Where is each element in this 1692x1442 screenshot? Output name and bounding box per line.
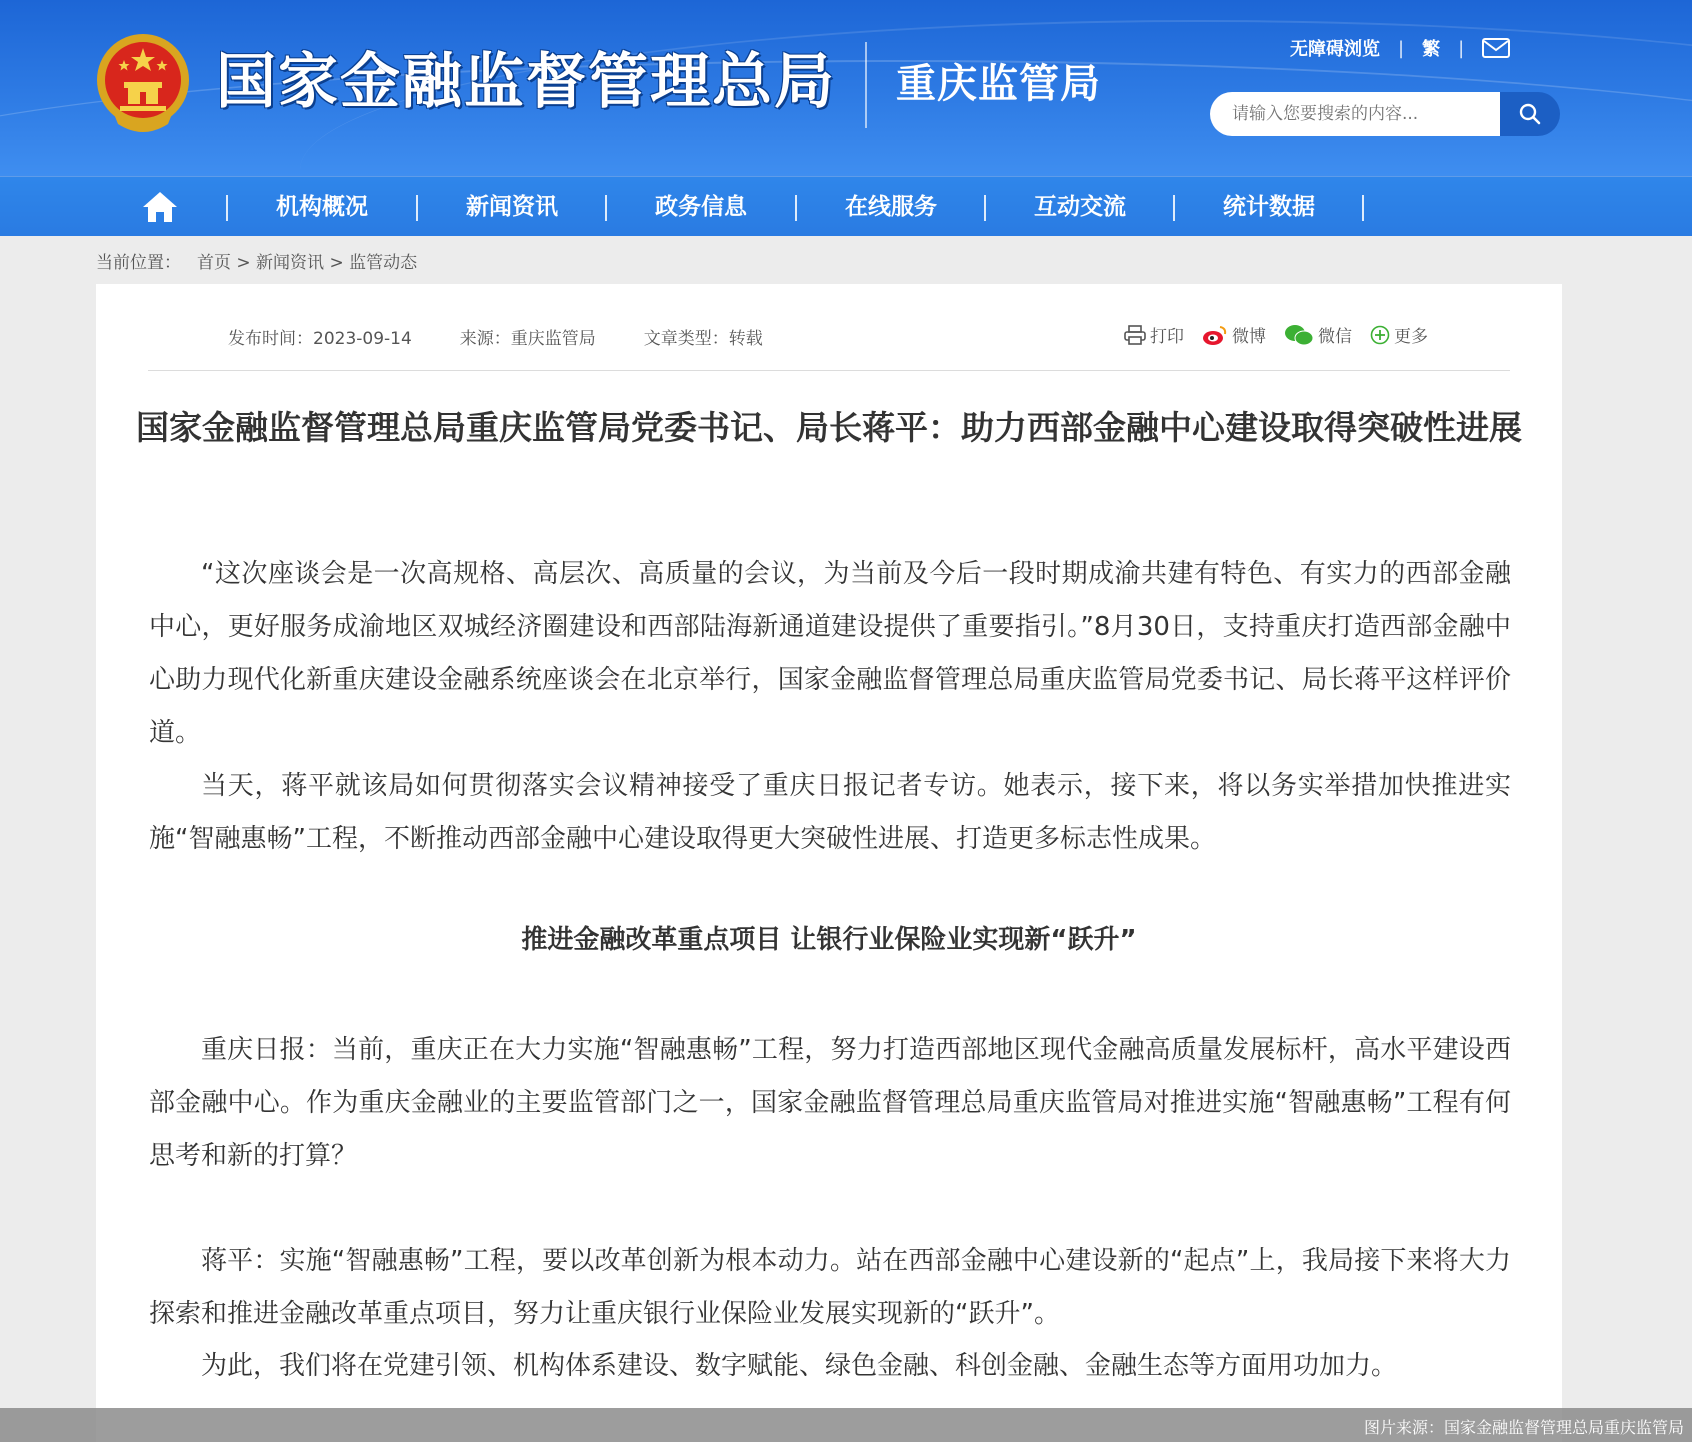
search-icon [1518, 102, 1542, 126]
nav-separator [1173, 195, 1175, 221]
more-share-button[interactable] [1370, 322, 1428, 347]
nav-separator [416, 195, 418, 221]
article-title: 国家金融监督管理总局重庆监管局党委书记、局长蒋平：助力西部金融中心建设取得突破性进展 [136, 408, 1522, 447]
article-container [96, 284, 1562, 1442]
accessibility-link[interactable]: 无障碍浏览 [1290, 39, 1380, 60]
article-type: 文章类型：转载 [643, 329, 763, 349]
nav-item-online-service[interactable]: 在线服务 [845, 194, 937, 220]
image-caption-bar [0, 1408, 1692, 1442]
title-divider [865, 42, 867, 128]
search-bar [1210, 92, 1560, 136]
nav-item-interaction[interactable]: 互动交流 [1034, 194, 1126, 220]
main-nav [0, 176, 1692, 236]
weibo-icon [1202, 324, 1228, 346]
site-header [0, 0, 1692, 176]
nav-separator [1362, 195, 1364, 221]
nav-item-gov-info[interactable]: 政务信息 [655, 194, 747, 220]
article-paragraph: 为此，我们将在党建引领、机构体系建设、数字赋能、绿色金融、科创金融、金融生态等方面用功加力。 [201, 1351, 1398, 1381]
article-paragraph: 当天，蒋平就该局如何贯彻落实会议精神接受了重庆日报记者专访。她表示，接下来，将以务实举措加快推进实施“智融惠畅”工程，不断推动西部金融中心建设取得更大突破性进展、打造更多标志性成果。 [149, 771, 1511, 854]
nav-separator [795, 195, 797, 221]
article-paragraph: “这次座谈会是一次高规格、高层次、高质量的会议，为当前及今后一段时期成渝共建有特色、有实力的西部金融中心，更好服务成渝地区双城经济圈建设和西部陆海新通道建设提供了重要指引。”8月30日，支持重庆打造西部金融中心助力现代化新重庆建设金融系统座谈会在北京举行，国家金融监督管理总局重庆监管局党委书记、局长蒋平这样评价道。 [149, 559, 1511, 748]
search-input[interactable] [1210, 92, 1500, 136]
nav-item-statistics[interactable]: 统计数据 [1223, 194, 1315, 220]
search-button[interactable] [1500, 92, 1560, 136]
link-separator: | [1458, 37, 1465, 59]
home-icon[interactable] [140, 189, 180, 225]
wechat-label: 微信 [1318, 327, 1352, 347]
weibo-share-button[interactable] [1202, 322, 1266, 347]
publish-date: 发布时间：2023-09-14 [228, 329, 412, 349]
wechat-icon [1284, 324, 1314, 346]
more-label: 更多 [1394, 327, 1428, 347]
sub-title[interactable]: 重庆监管局 [896, 61, 1101, 107]
mail-icon[interactable] [1482, 38, 1510, 58]
image-caption: 图片来源：国家金融监督管理总局重庆监管局 [1363, 1418, 1684, 1437]
breadcrumb-path[interactable]: 首页 > 新闻资讯 > 监管动态 [197, 253, 418, 273]
top-links [1290, 34, 1510, 62]
share-tools [1124, 322, 1428, 347]
plus-circle-icon [1370, 325, 1390, 345]
nav-separator [605, 195, 607, 221]
wechat-share-button[interactable] [1284, 322, 1352, 347]
print-button[interactable] [1124, 322, 1184, 347]
divider [148, 370, 1510, 371]
nav-separator [226, 195, 228, 221]
printer-icon [1124, 325, 1146, 345]
article-subheading: 推进金融改革重点项目 让银行业保险业实现新“跃升” [521, 925, 1137, 955]
nav-item-news[interactable]: 新闻资讯 [466, 194, 558, 220]
link-separator: | [1398, 37, 1405, 59]
article-paragraph: 重庆日报：当前，重庆正在大力实施“智融惠畅”工程，努力打造西部地区现代金融高质量发展标杆，高水平建设西部金融中心。作为重庆金融业的主要监管部门之一，国家金融监督管理总局重庆监管局对推进实施“智融惠畅”工程有何思考和新的打算？ [149, 1035, 1511, 1171]
site-title[interactable]: 国家金融监督管理总局 [216, 47, 836, 117]
article-meta [228, 324, 811, 349]
breadcrumb-lead: 当前位置： [96, 253, 181, 273]
nav-item-about[interactable]: 机构概况 [276, 194, 368, 220]
print-label: 打印 [1150, 327, 1184, 347]
nav-separator [984, 195, 986, 221]
article-source: 来源：重庆监管局 [459, 329, 596, 349]
national-emblem-icon[interactable] [94, 30, 192, 134]
traditional-chinese-link[interactable]: 繁 [1422, 39, 1441, 60]
breadcrumb [96, 248, 417, 273]
weibo-label: 微博 [1232, 327, 1266, 347]
article-paragraph: 蒋平：实施“智融惠畅”工程，要以改革创新为根本动力。站在西部金融中心建设新的“起点”上，我局接下来将大力探索和推进金融改革重点项目，努力让重庆银行业保险业发展实现新的“跃升”。 [149, 1246, 1511, 1329]
